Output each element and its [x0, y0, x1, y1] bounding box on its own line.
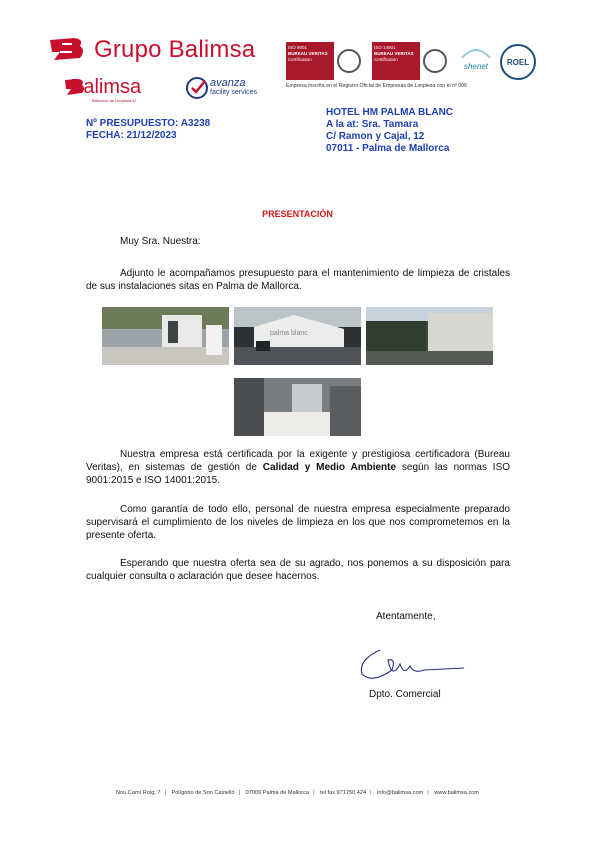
- iso-9001-cert-badge: ISO 9001 BUREAU VERITAS Certification: [286, 42, 364, 80]
- paragraph-closing: Esperando que nuestra oferta sea de su agrado, nos ponemos a su disposición para cualquier consulta o aclaración que desee hacernos.: [86, 558, 510, 582]
- quote-info: [86, 118, 210, 142]
- group-name: Grupo Balimsa: [94, 36, 256, 63]
- closing-salutation: Atentamente,: [376, 611, 436, 622]
- salutation: Muy Sra. Nuestra:: [120, 236, 201, 247]
- quote-date: FECHA: 21/12/2023: [86, 130, 177, 141]
- signature-icon: [352, 640, 472, 686]
- recipient-street: C/ Ramon y Cajal, 12: [326, 131, 425, 142]
- emphasis-quality-environment: Calidad y Medio Ambiente: [262, 462, 397, 473]
- footer-email-link[interactable]: info@balimsa.com: [377, 790, 424, 796]
- hotel-entrance-photo: [102, 307, 229, 365]
- quote-number: Nº PRESUPUESTO: A3238: [86, 118, 211, 129]
- paragraph-intro: Adjunto le acompañamos presupuesto para el mantenimiento de limpieza de cristales de sus instalaciones sitas en Palma de Mallorca.: [86, 268, 510, 292]
- sub-brand-tagline: Balsones de Limpieza s.l.: [92, 98, 138, 103]
- svg-text:palma blanc: palma blanc: [270, 330, 308, 337]
- section-heading: PRESENTACIÓN: [262, 209, 333, 219]
- avanza-logo: avanza facility services: [186, 77, 266, 105]
- recipient-city: 07011 - Palma de Mallorca: [326, 143, 450, 154]
- paragraph-guarantee: Como garantía de todo ello, personal de nuestra empresa especialmente preparado supervisará el cumplimiento de los niveles de limpieza en los que nos comprometemos en la presente oferta.: [86, 504, 510, 541]
- hotel-courtyard-photo: [366, 307, 493, 365]
- iso-14001-cert-badge: ISO 14001 BUREAU VERITAS Certification: [372, 42, 450, 80]
- shenet-arc-icon: [458, 44, 494, 60]
- roel-logo: ROEL: [500, 44, 536, 80]
- bureau-veritas-seal-icon: [334, 42, 364, 80]
- recipient-attn: A la at: Sra. Tamara: [326, 119, 419, 130]
- bureau-veritas-seal-icon: [420, 42, 450, 80]
- shenet-logo: shenet: [458, 44, 494, 80]
- recipient-name: HOTEL HM PALMA BLANC: [326, 107, 454, 118]
- footer-website-link[interactable]: www.balimsa.com: [434, 790, 480, 796]
- hotel-facade-photo: [234, 307, 361, 365]
- grupo-balimsa-logo-icon: [48, 36, 86, 62]
- recipient-block: [326, 107, 453, 155]
- avanza-check-icon: [186, 77, 208, 99]
- sub-brand-name: Balimsa: [70, 76, 142, 98]
- hotel-room-photo: [234, 378, 361, 436]
- registry-notice: Empresa inscrita en el Registro Oficial de Empresas de Limpieza con el nº 006: [286, 83, 467, 89]
- signer-department: Dpto. Comercial: [369, 689, 441, 700]
- footer-contact: Nou Camí Roig, 7 | Polígono de Son Castelló | 07009 Palma de Mallorca | tel fax 971750 424 | info@balimsa.com | www.balimsa.com: [115, 790, 480, 796]
- paragraph-certification: Nuestra empresa está certificada por la exigente y prestigiosa certificadora (Bureau Veritas), en sistemas de gestión de Calidad y Medio Ambiente según las normas ISO 9001:2015 e ISO 14001:2015.: [86, 449, 511, 486]
